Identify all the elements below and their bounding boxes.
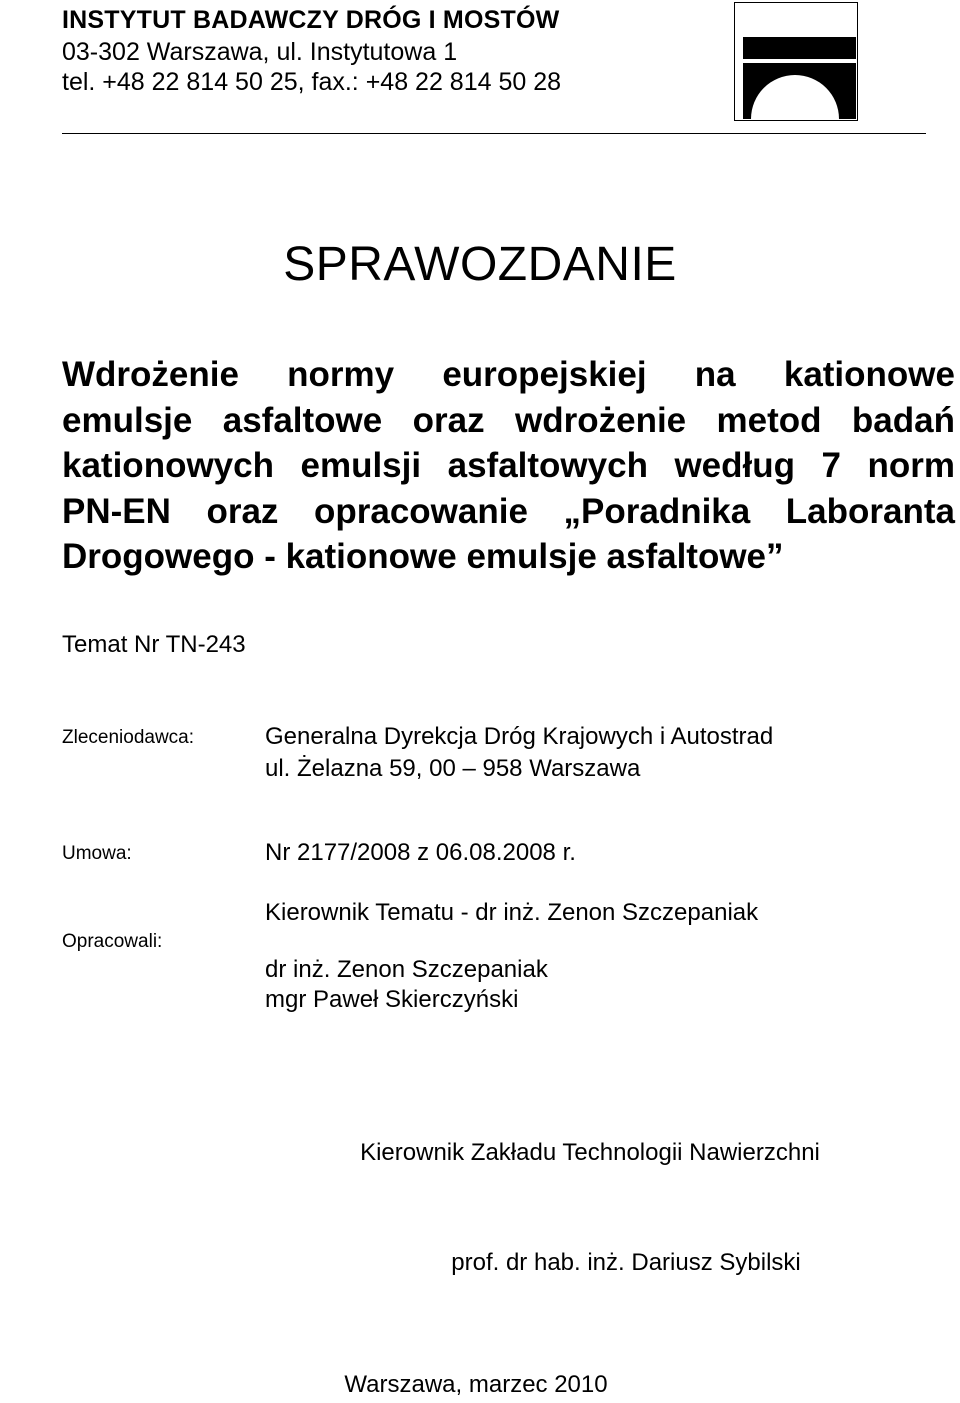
client-address: ul. Żelazna 59, 00 – 958 Warszawa bbox=[265, 755, 641, 782]
approver-role: Kierownik Zakładu Technologii Nawierzchni bbox=[360, 1139, 820, 1166]
author-item: mgr Paweł Skierczyński bbox=[265, 986, 519, 1013]
approver-name: prof. dr hab. inż. Dariusz Sybilski bbox=[451, 1249, 801, 1276]
subject-line: Drogowego - kationowe emulsje asfaltowe” bbox=[62, 537, 784, 576]
subject-line: emulsje asfaltowe oraz wdrożenie metod badań bbox=[62, 400, 955, 440]
contract-number: Nr 2177/2008 z 06.08.2008 r. bbox=[265, 839, 576, 866]
institute-address: 03-302 Warszawa, ul. Instytutowa 1 bbox=[62, 38, 458, 66]
report-subject bbox=[62, 352, 955, 580]
topic-number: Temat Nr TN-243 bbox=[62, 631, 246, 658]
client-label: Zleceniodawca: bbox=[62, 727, 195, 748]
institute-logo bbox=[734, 2, 858, 121]
subject-line: Wdrożenie normy europejskiej na kationowe bbox=[62, 355, 955, 394]
institute-phone: tel. +48 22 814 50 25, fax.: +48 22 814 50 28 bbox=[62, 68, 562, 96]
contract-label: Umowa: bbox=[62, 843, 132, 864]
header-divider bbox=[62, 133, 926, 134]
author-item: dr inż. Zenon Szczepaniak bbox=[265, 956, 548, 983]
subject-line: PN-EN oraz opracowanie „Poradnika Laboranta bbox=[62, 491, 955, 531]
institute-name: INSTYTUT BADAWCZY DRÓG I MOSTÓW bbox=[62, 6, 560, 34]
client-name: Generalna Dyrekcja Dróg Krajowych i Autostrad bbox=[265, 723, 774, 750]
place-date: Warszawa, marzec 2010 bbox=[344, 1371, 608, 1398]
subject-line: kationowych emulsji asfaltowych według 7 norm bbox=[62, 446, 955, 485]
authors-label: Opracowali: bbox=[62, 931, 163, 952]
ibdim-logo-icon bbox=[735, 3, 856, 119]
topic-lead: Kierownik Tematu - dr inż. Zenon Szczepaniak bbox=[265, 899, 759, 926]
report-title: SPRAWOZDANIE bbox=[283, 238, 677, 291]
